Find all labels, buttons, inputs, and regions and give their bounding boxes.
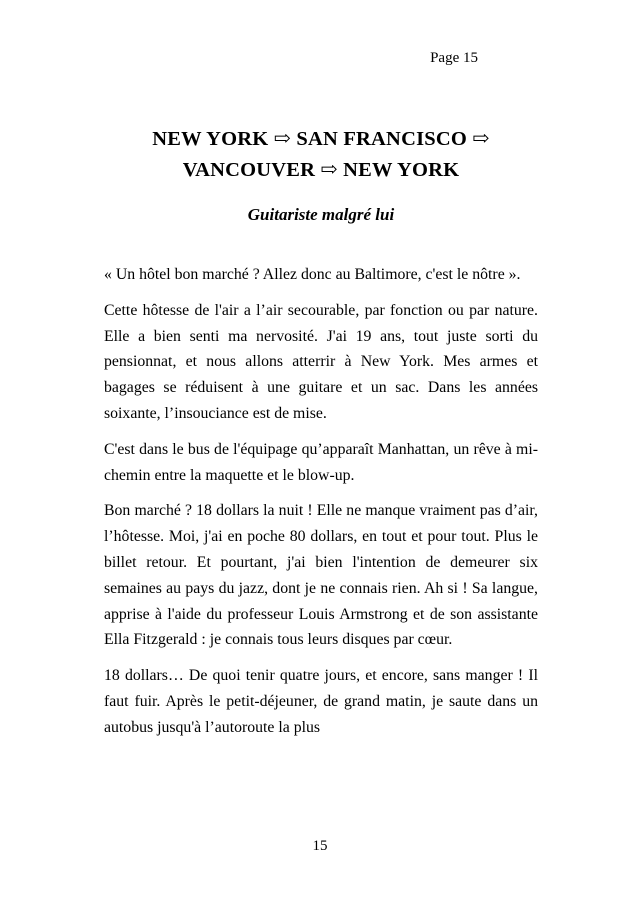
chapter-subtitle: Guitariste malgré lui: [247, 205, 395, 224]
page-header: [104, 48, 538, 68]
chapter-title: NEW YORK ⇨ SAN FRANCISCO ⇨ VANCOUVER ⇨ NEW YORK: [152, 128, 490, 181]
body-text: [104, 262, 538, 741]
paragraph-manhattan: C'est dans le bus de l'équipage qu’apparaît Manhattan, un rêve à mi-chemin entre la maquette et le blow-up.: [104, 440, 538, 484]
page-footer: [0, 836, 640, 856]
paragraph-hostess: Cette hôtesse de l'air a l’air secourable, par fonction ou par nature. Elle a bien senti ma nervosité. J'ai 19 ans, tout juste sorti du pensionnat, et nous allons atterrir à New York. Mes armes et bagages se réduisent à une guitare et un sac. Dans les années soixante, l’insouciance est de mise.: [104, 301, 538, 422]
page-header-label: Page 15: [430, 50, 478, 66]
page-content: [104, 48, 538, 751]
paragraph-dollars: Bon marché ? 18 dollars la nuit ! Elle ne manque vraiment pas d’air, l’hôtesse. Moi, j'ai en poche 80 dollars, en tout et pour tout. Plus le billet retour. Et pourtant, j'ai bien l'intention de demeurer six semaines au pays du jazz, dont je ne connais rien. Ah si ! Sa langue, apprise à l'aide du professeur Louis Armstrong et de son assistante Ella Fitzgerald : je connais tous leurs disques par cœur.: [104, 502, 538, 649]
paragraph-escape: 18 dollars… De quoi tenir quatre jours, et encore, sans manger ! Il faut fuir. Après le petit-déjeuner, de grand matin, je saute dans un autobus jusqu'à l’autoroute la plus: [104, 667, 538, 736]
page-number: 15: [312, 838, 328, 854]
paragraph-quote: « Un hôtel bon marché ? Allez donc au Baltimore, c'est le nôtre ».: [104, 266, 521, 283]
